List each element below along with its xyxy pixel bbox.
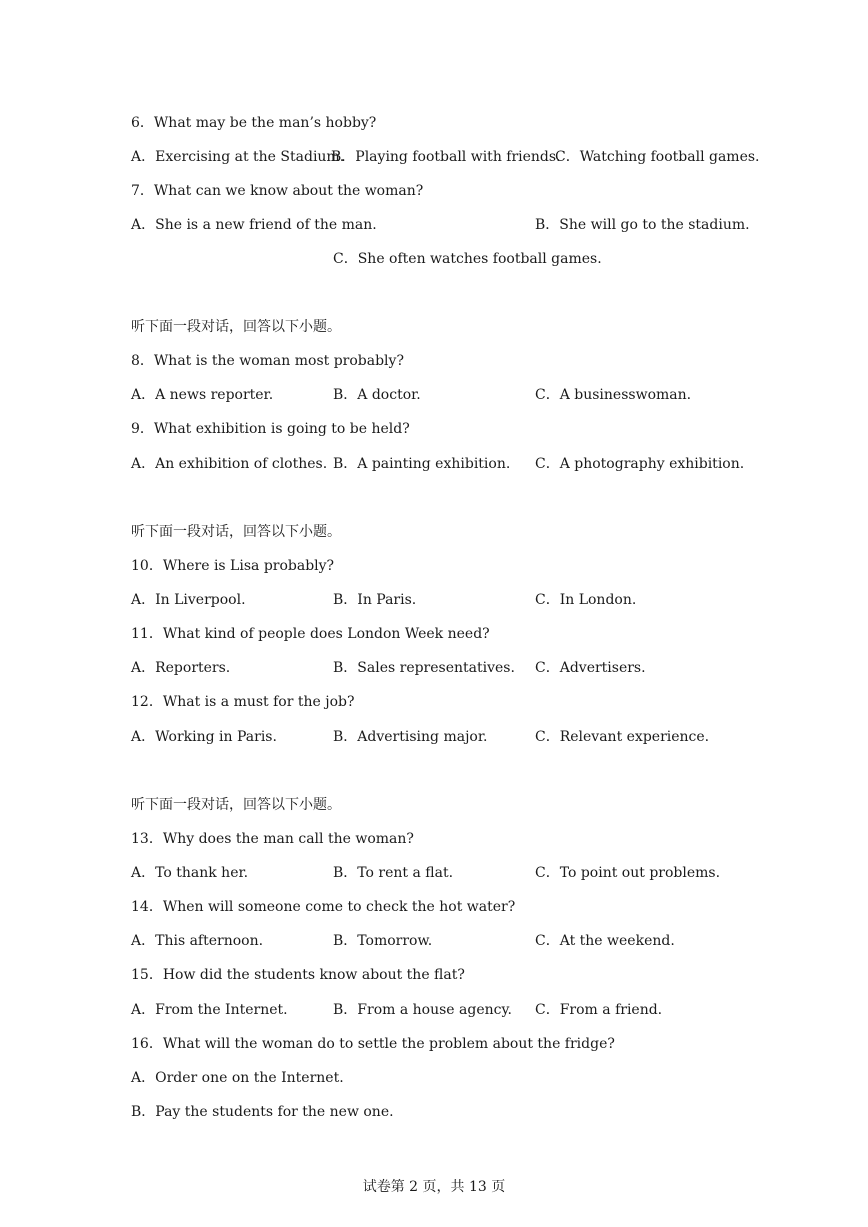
option-c: C．From a friend. [535,1002,663,1018]
question-10 [131,557,334,575]
question-text: How did the students know about the flat? [162,967,465,983]
option-a: A．This afternoon. [131,933,264,949]
option-b: B．She will go to the stadium. [535,217,750,233]
question-14 [131,898,515,916]
option-a: A．Exercising at the Stadium. [131,149,345,165]
option-a: A．From the Internet. [131,1002,288,1018]
option-c: C．She often watches football games. [333,251,602,267]
option-b: B．Sales representatives. [333,660,515,676]
section-header: 听下面一段对话，回答以下小题。 [131,319,341,335]
question-text: What can we know about the woman? [153,183,424,199]
question-16 [131,1035,615,1053]
option-b: B．Tomorrow. [333,933,433,949]
section-header: 听下面一段对话，回答以下小题。 [131,524,341,540]
question-13 [131,830,414,848]
option-b: B．Advertising major. [333,729,488,745]
option-b: B．A doctor. [333,387,421,403]
question-11 [131,625,490,643]
question-text: What is a must for the job? [162,694,355,710]
question-text: When will someone come to check the hot water? [162,899,516,915]
question-number: 10． [131,558,163,574]
section-header: 听下面一段对话，回答以下小题。 [131,797,341,813]
option-a: A．To thank her. [131,865,249,881]
question-text: What kind of people does London Week need? [162,626,490,642]
option-a: A．Working in Paris. [131,729,277,745]
question-6 [131,114,376,132]
option-c: C．A photography exhibition. [535,456,745,472]
question-7 [131,182,423,200]
option-b: B．A painting exhibition. [333,456,511,472]
option-c: C．Watching football games. [555,149,760,165]
option-b: B．Playing football with friends. [331,149,561,165]
question-9 [131,420,410,438]
option-b: B．To rent a flat. [333,865,454,881]
option-a: A．Reporters. [131,660,231,676]
option-a: A．She is a new friend of the man. [131,217,377,233]
option-c: C．Advertisers. [535,660,646,676]
question-number: 11． [131,626,163,642]
question-text: What is the woman most probably? [153,353,404,369]
option-b: B．Pay the students for the new one. [131,1104,394,1120]
question-text: What may be the man’s hobby? [153,115,377,131]
question-number: 8． [131,353,154,369]
question-text: Where is Lisa probably? [162,558,335,574]
question-number: 7． [131,183,154,199]
option-a: A．In Liverpool. [131,592,246,608]
option-a: A．Order one on the Internet. [131,1070,344,1086]
question-number: 6． [131,115,154,131]
question-8 [131,352,404,370]
question-text: What will the woman do to settle the problem about the fridge? [162,1036,615,1052]
question-number: 9． [131,421,154,437]
option-a: A．A news reporter. [131,387,274,403]
question-number: 15． [131,967,163,983]
option-b: B．From a house agency. [333,1002,512,1018]
question-number: 14． [131,899,163,915]
option-a: A．An exhibition of clothes. [131,456,328,472]
option-c: C．In London. [535,592,637,608]
option-c: C．To point out problems. [535,865,721,881]
question-12 [131,693,355,711]
option-b: B．In Paris. [333,592,417,608]
question-number: 12． [131,694,163,710]
question-text: Why does the man call the woman? [162,831,414,847]
option-c: C．Relevant experience. [535,729,710,745]
question-text: What exhibition is going to be held? [153,421,410,437]
question-15 [131,966,465,984]
option-c: C．At the weekend. [535,933,675,949]
page-footer: 试卷第 2 页，共 13 页 [362,1179,506,1195]
question-number: 13． [131,831,163,847]
question-number: 16． [131,1036,163,1052]
option-c: C．A businesswoman. [535,387,692,403]
